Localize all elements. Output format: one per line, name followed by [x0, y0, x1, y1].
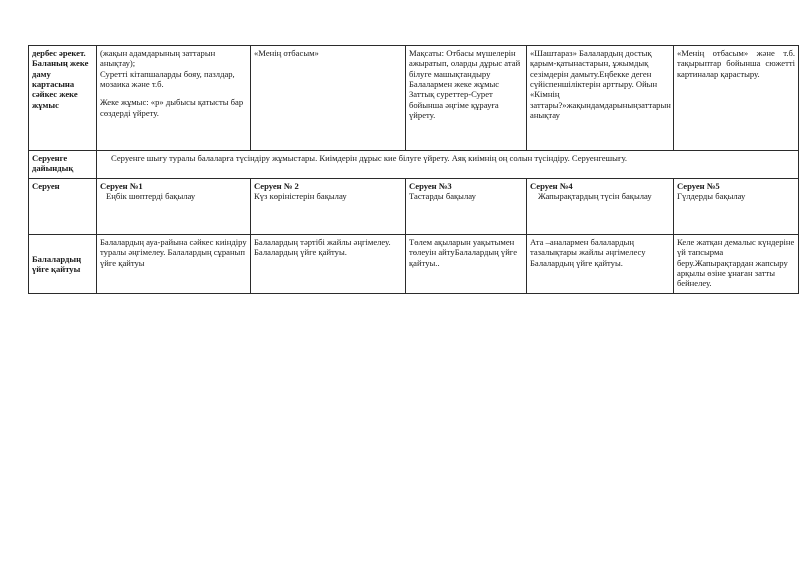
row-header-walk: Серуен — [29, 179, 97, 235]
walk-text: Жапырақтардың түсін бақылау — [538, 191, 652, 202]
table-row — [29, 179, 799, 235]
cell-text: Суретті кітапшаларды бояу, пазлдар, мозаика және т.б. — [100, 68, 235, 89]
table-cell — [527, 179, 674, 235]
table-cell — [97, 46, 251, 151]
walk-text: Тастарды бақылау — [409, 191, 476, 202]
table-cell — [674, 179, 799, 235]
table-cell: «Шаштараз» Балалардың достық қарым-қатынастарын, ұжымдық сезімдерін дамыту.Еңбекке деген сүйіспеншіліктерін арттыру. Ойын «Кімнің заттары?»жақындамдарыныңзаттарын анықтау — [527, 46, 674, 151]
walk-title: Серуен № 2 — [254, 181, 299, 191]
table-row — [29, 235, 799, 294]
schedule-table — [28, 45, 799, 294]
walk-text: Күз көріністерін бақылау — [254, 191, 347, 202]
table-cell — [251, 179, 406, 235]
walk-text: Гүлдерды бақылау — [677, 191, 746, 202]
table-cell: «Менің отбасым» және т.б. тақырыптар бойынша сюжетті картиналар қарастыру. — [674, 46, 799, 151]
walk-title: Серуен №5 — [677, 181, 720, 191]
table-cell: «Менің отбасым» — [251, 46, 406, 151]
table-row — [29, 46, 799, 151]
table-cell: Балалардың ауа-райына сәйкес киіндіру туралы әңгімелеу. Балалардың сұранып үйге қайтуы — [97, 235, 251, 294]
table-cell: Мақсаты: Отбасы мүшелерін ажыратып, оларды дұрыс атай білуге машықтандыру Балалармен жеке жұмыс Заттық суреттер-Сурет бойынша әңгіме құрауға үйрету. — [406, 46, 527, 151]
row-header-walk-preparation: Серуенге дайындық — [29, 151, 97, 179]
walk-title: Серуен №3 — [409, 181, 452, 191]
row-header-going-home: Балалардың үйге қайтуы — [29, 235, 97, 294]
table-cell: Ата –аналармен балалардың тазалықтары жайлы әңгімелесу Балалардың үйге қайтуы. — [527, 235, 674, 294]
table-cell — [97, 179, 251, 235]
walk-title: Серуен №1 — [100, 181, 143, 191]
table-cell: Балалардың тәртібі жайлы әңгімелеу. Балалардың үйге қайтуы. — [251, 235, 406, 294]
row-header-individual-work: дербес әрекет. Баланың жеке даму картасына сәйкес жеке жұмыс — [29, 46, 97, 151]
table-cell: Төлем ақыларын уақытымен төлеуін айтуБалалардың үйге қайтуы.. — [406, 235, 527, 294]
cell-text: Жеке жұмыс: «р» дыбысы қатысты бар сөздерді үйрету. — [100, 97, 244, 118]
table-cell — [406, 179, 527, 235]
table-cell: Серуенге шығу туралы балаларға түсіндіру жұмыстары. Киімдерін дұрыс кие білуге үйрету. Аяқ киімнің оң солын түсіндіру. Серуенгешығу. — [97, 151, 799, 179]
table-cell: Келе жатқан демалыс күндеріне үй тапсырма беру.Жапырақтардан жапсыру арқылы өзіне ұнаған затты бейнелеу. — [674, 235, 799, 294]
walk-text: Еңбік шөптерді бақылау — [106, 191, 196, 202]
cell-text: (жақын адамдарының заттарын анықтау); — [100, 48, 216, 69]
table-row — [29, 151, 799, 179]
walk-title: Серуен №4 — [530, 181, 573, 191]
